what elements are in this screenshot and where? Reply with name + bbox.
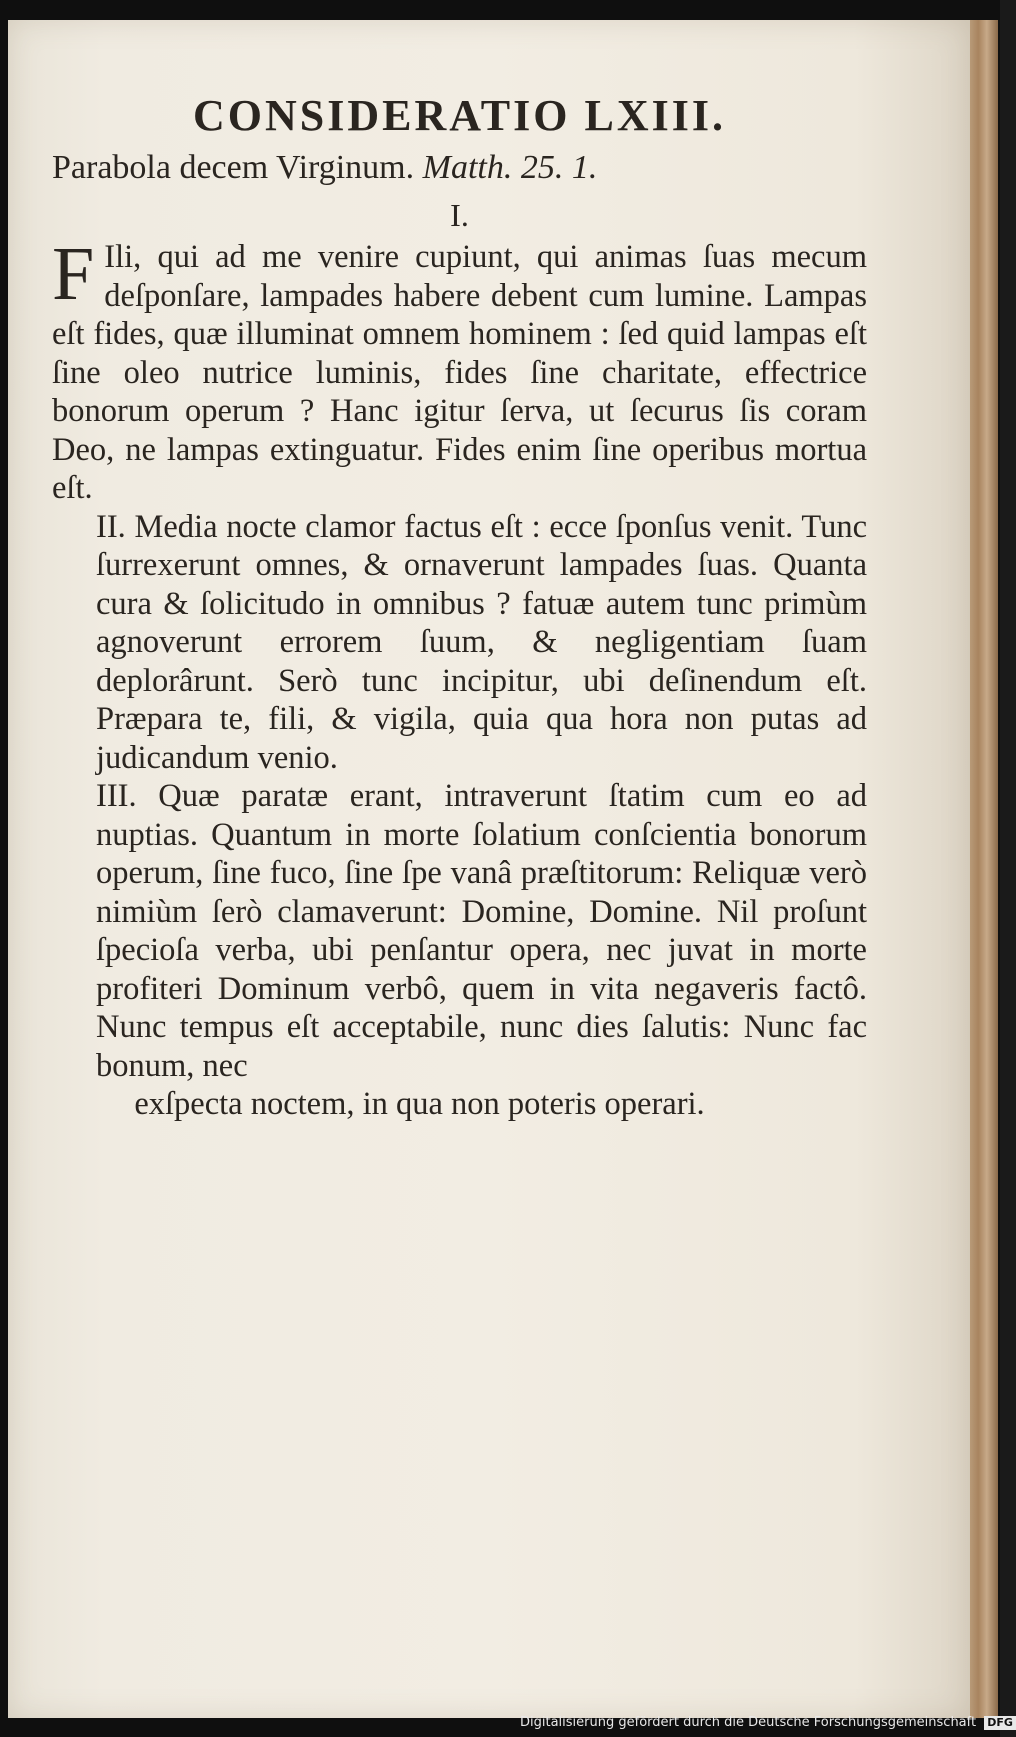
footer-credit: Digitalisierung gefördert durch die Deutsche Forschungsgemeinschaft — [520, 1715, 977, 1730]
section-number-3: III. — [96, 778, 137, 814]
subtitle-text: Parabola decem Virginum. — [52, 149, 415, 186]
section-2-text: Media nocte clamor factus eſt : ecce ſponſus venit. Tunc ſurrexerunt omnes, & ornaverunt lampades ſuas. Quanta cura & ſolicitudo in omnibus ? fatuæ autem tunc primùm agnoverunt errorem ſuum, & negligentiam ſuam deplorârunt. Serò tunc incipitur, ubi deſinendum eſt. Præpara te, fili, & vigila, quia qua hora non putas ad judicandum venio. — [96, 508, 868, 776]
page-edge — [970, 20, 998, 1718]
scripture-reference: Matth. 25. 1. — [422, 149, 598, 186]
page-text — [52, 88, 867, 1124]
digitization-footer — [520, 1712, 1013, 1734]
section-3-closing: exſpecta noctem, in qua non poteris operari. — [134, 1086, 705, 1122]
section-3-paragraph — [52, 777, 867, 1085]
section-number-1: I. — [450, 197, 469, 233]
consideratio-subtitle — [52, 144, 867, 192]
consideratio-title: CONSIDERATIO LXIII. — [193, 91, 726, 140]
drop-cap: F — [52, 232, 95, 316]
section-3-text: Quæ paratæ erant, intraverunt ſtatim cum eo ad nuptias. Quantum in morte ſolatium conſcientia bonorum operum, ſine fuco, ſine ſpe vanâ præſtitorum: Reliquæ verò nimiùm ſerò clamaverunt: Domine, Domine. Nil proſunt ſpecioſa verba, ubi penſantur opera, nec juvat in morte profiteri Dominum verbô, quem in vita negaveris factô. Nunc tempus eſt acceptabile, nunc dies ſalutis: Nunc fac bonum, nec — [96, 778, 867, 1084]
section-1-text: Ili, qui ad me venire cupiunt, qui animas ſuas mecum deſponſare, lampades habere debent cum lumine. Lampas eſt fides, quæ illuminat omnem hominem : ſed quid lampas eſt ſine oleo nutrice luminis, fides ſine charitate, effectrice bonorum operum ? Hanc igitur ſerva, ut ſecurus ſis coram Deo, ne lampas extinguatur. Fides enim ſine operibus mortua eſt. — [52, 239, 867, 506]
dfg-logo: DFG — [984, 1716, 1016, 1730]
section-2-paragraph — [52, 508, 867, 778]
section-number-2: II. — [96, 508, 126, 545]
section-1-paragraph — [52, 232, 867, 508]
